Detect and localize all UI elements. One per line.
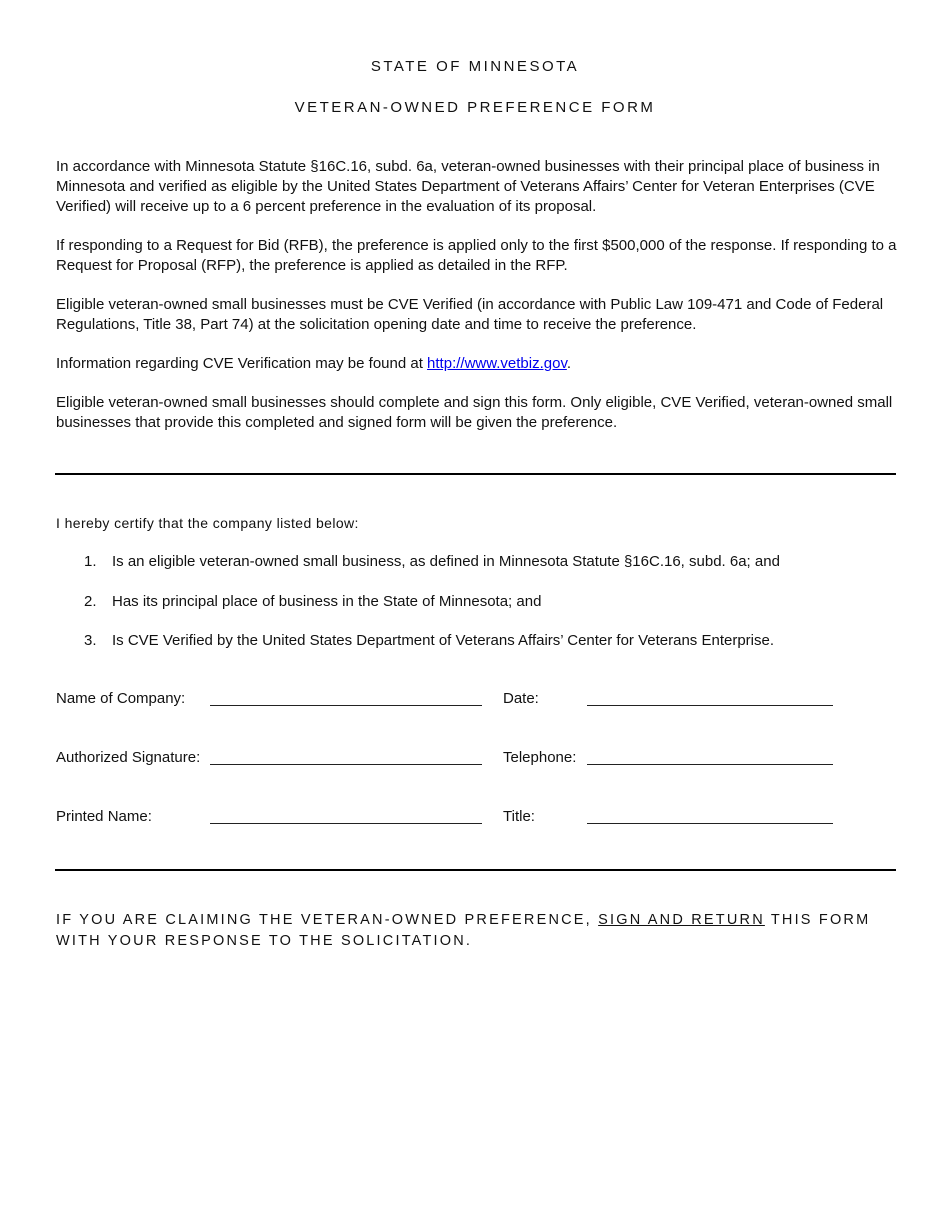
telephone-field[interactable] xyxy=(587,764,833,765)
eligibility-paragraph: Eligible veteran-owned small businesses must be CVE Verified (in accordance with Public Law 109-471 and Code of Federal Regulations, Title 38, Part 74) at the solicitation opening date and time to receive the preference. xyxy=(56,296,884,333)
field-row-name-title xyxy=(0,808,950,830)
printed-name-field[interactable] xyxy=(210,823,482,824)
title-field[interactable] xyxy=(587,823,833,824)
certification-item xyxy=(56,553,898,573)
form-title: VETERAN-OWNED PREFERENCE FORM xyxy=(294,99,656,116)
certification-item xyxy=(56,632,898,652)
certification-item xyxy=(56,593,898,613)
rfb-rfp-paragraph: If responding to a Request for Bid (RFB), the preference is applied only to the first $500,000 of the response. If responding to a Request for Proposal (RFP), the preference is applied as detailed in the RFP. xyxy=(56,237,897,274)
authorized-signature-field[interactable] xyxy=(210,764,482,765)
statute-paragraph: In accordance with Minnesota Statute §16C.16, subd. 6a, veteran-owned businesses with their principal place of business in Minnesota and verified as eligible by the United States Department of Veterans Affairs’ Center for Veteran Enterprises (CVE Verified) will receive up to a 6 percent preference in the evaluation of its proposal. xyxy=(56,158,880,215)
authorized-signature-label: Authorized Signature: xyxy=(56,749,201,766)
item-number: 3. xyxy=(84,632,97,649)
company-name-field[interactable] xyxy=(210,705,482,706)
title-label: Title: xyxy=(503,808,535,825)
item-text: Is an eligible veteran-owned small business, as defined in Minnesota Statute §16C.16, subd. 6a; and xyxy=(112,553,780,570)
telephone-label: Telephone: xyxy=(503,749,577,766)
section-divider-bottom xyxy=(55,869,896,871)
date-label: Date: xyxy=(503,690,539,707)
printed-name-label: Printed Name: xyxy=(56,808,152,825)
closing-prefix: IF YOU ARE CLAIMING THE VETERAN-OWNED PREFERENCE, xyxy=(56,912,599,928)
item-text: Is CVE Verified by the United States Department of Veterans Affairs’ Center for Veterans Enterprise. xyxy=(112,632,775,649)
field-row-signature-telephone xyxy=(0,749,950,771)
completion-paragraph: Eligible veteran-owned small businesses should complete and sign this form. Only eligible, CVE Verified, veteran-owned small businesses that provide this completed and signed form will be given the preference. xyxy=(56,394,893,431)
verification-info-period: . xyxy=(566,355,572,372)
sign-and-return-emphasis: SIGN AND RETURN xyxy=(598,912,765,928)
date-field[interactable] xyxy=(587,705,833,706)
certification-list xyxy=(56,553,898,672)
state-heading: STATE OF MINNESOTA xyxy=(370,58,580,75)
field-row-company-date xyxy=(0,690,950,712)
item-number: 2. xyxy=(84,592,97,610)
intro-section xyxy=(56,157,898,452)
closing-suffix: THIS FORM WITH YOUR RESPONSE TO THE SOLICITATION. xyxy=(56,912,871,949)
verification-info-paragraph xyxy=(56,354,898,374)
closing-instruction xyxy=(56,910,916,952)
section-divider-top xyxy=(55,473,896,475)
item-text: Has its principal place of business in the State of Minnesota; and xyxy=(112,592,542,610)
verification-info-text: Information regarding CVE Verification may be found at xyxy=(56,355,428,372)
certify-statement: I hereby certify that the company listed below: xyxy=(56,515,359,531)
vetbiz-link[interactable]: http://www.vetbiz.gov xyxy=(427,355,567,372)
company-name-label: Name of Company: xyxy=(56,690,186,707)
item-number: 1. xyxy=(84,553,97,570)
